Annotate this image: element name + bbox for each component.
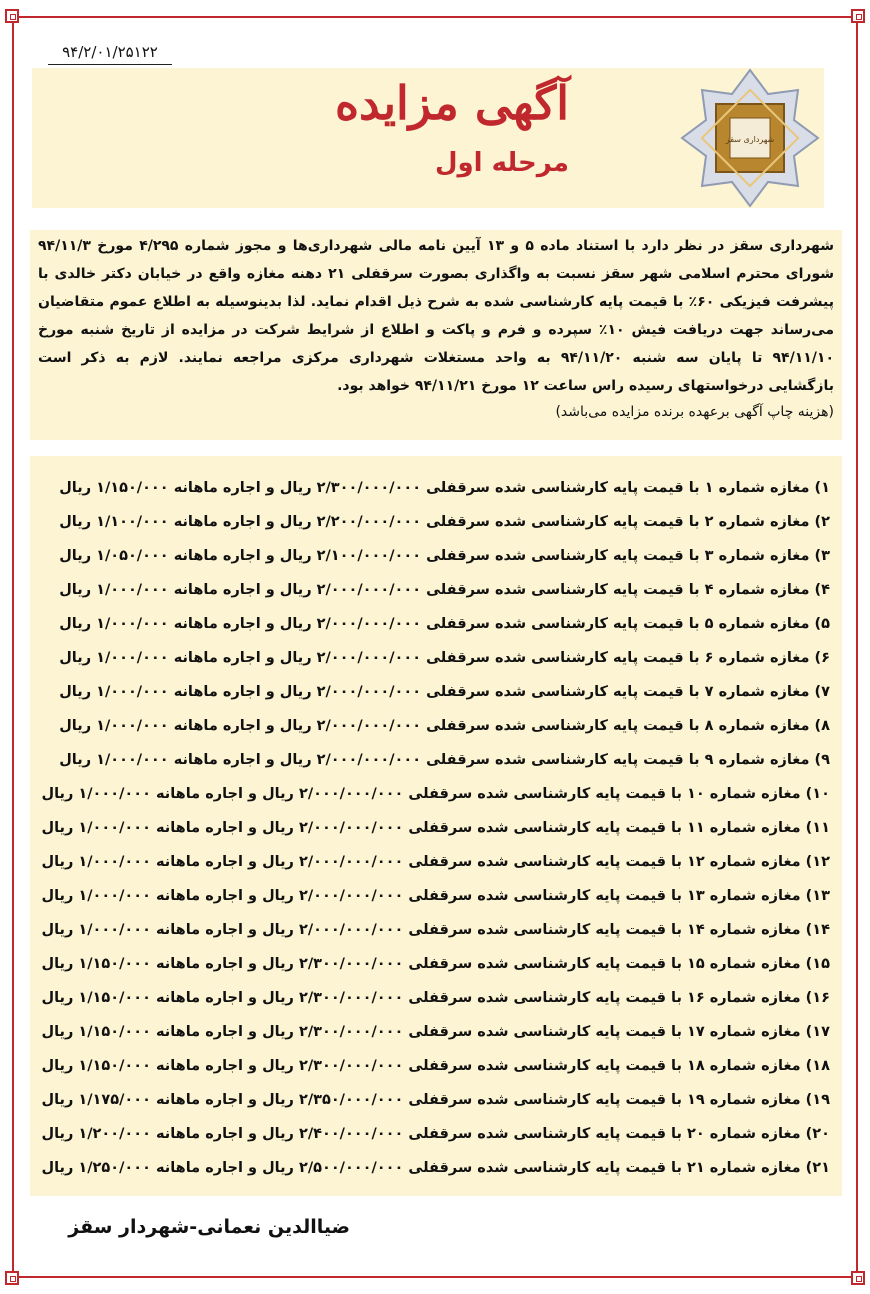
list-item: ۱۹) مغازه شماره ۱۹ با قیمت پایه کارشناسی شده سرقفلی ۲/۳۵۰/۰۰۰/۰۰۰ ریال و اجاره ماهانه ۱/۱۷۵/۰۰۰ ریال [41, 1092, 830, 1108]
list-item: ۱۶) مغازه شماره ۱۶ با قیمت پایه کارشناسی شده سرقفلی ۲/۳۰۰/۰۰۰/۰۰۰ ریال و اجاره ماهانه ۱/۱۵۰/۰۰۰ ریال [41, 990, 830, 1006]
list-item: ۱۵) مغازه شماره ۱۵ با قیمت پایه کارشناسی شده سرقفلی ۲/۳۰۰/۰۰۰/۰۰۰ ریال و اجاره ماهانه ۱/۱۵۰/۰۰۰ ریال [41, 956, 830, 972]
shop-list [30, 456, 842, 1196]
page-subtitle: مرحله اول [434, 148, 570, 178]
list-item: ۳) مغازه شماره ۳ با قیمت پایه کارشناسی شده سرقفلی ۲/۱۰۰/۰۰۰/۰۰۰ ریال و اجاره ماهانه ۱/۰۵۰/۰۰۰ ریال [59, 548, 830, 564]
corner-ornament [851, 9, 865, 23]
list-item: ۱۴) مغازه شماره ۱۴ با قیمت پایه کارشناسی شده سرقفلی ۲/۰۰۰/۰۰۰/۰۰۰ ریال و اجاره ماهانه ۱/۰۰۰/۰۰۰ ریال [41, 922, 830, 938]
list-item: ۲۰) مغازه شماره ۲۰ با قیمت پایه کارشناسی شده سرقفلی ۲/۴۰۰/۰۰۰/۰۰۰ ریال و اجاره ماهانه ۱/۲۰۰/۰۰۰ ریال [41, 1126, 830, 1142]
corner-ornament [851, 1271, 865, 1285]
list-item: ۱۷) مغازه شماره ۱۷ با قیمت پایه کارشناسی شده سرقفلی ۲/۳۰۰/۰۰۰/۰۰۰ ریال و اجاره ماهانه ۱/۱۵۰/۰۰۰ ریال [41, 1024, 830, 1040]
logo-text: شهرداری سقز [725, 135, 775, 144]
list-item: ۱۲) مغازه شماره ۱۲ با قیمت پایه کارشناسی شده سرقفلی ۲/۰۰۰/۰۰۰/۰۰۰ ریال و اجاره ماهانه ۱/۰۰۰/۰۰۰ ریال [41, 854, 830, 870]
list-item: ۱۸) مغازه شماره ۱۸ با قیمت پایه کارشناسی شده سرقفلی ۲/۳۰۰/۰۰۰/۰۰۰ ریال و اجاره ماهانه ۱/۱۵۰/۰۰۰ ریال [41, 1058, 830, 1074]
intro-line: می‌رساند جهت دریافت فیش ۱۰٪ سپرده و فرم و پاکت و اطلاع از شرایط شرکت در مزایده از تاریخ شنبه مورخ [38, 322, 834, 338]
intro-line: شهرداری سقز در نظر دارد با استناد ماده ۵ و ۱۳ آیین نامه مالی شهرداری‌ها و مجوز شماره ۴/۲۹۵ مورخ ۹۴/۱۱/۳ [38, 238, 835, 254]
list-item: ۴) مغازه شماره ۴ با قیمت پایه کارشناسی شده سرقفلی ۲/۰۰۰/۰۰۰/۰۰۰ ریال و اجاره ماهانه ۱/۰۰۰/۰۰۰ ریال [59, 582, 830, 598]
reference-number: ۹۴/۲/۰۱/۲۵۱۲۲ [48, 40, 172, 65]
intro-line: شورای محترم اسلامی شهر سقز نسبت به واگذاری بصورت سرقفلی ۲۱ دهنه مغازه واقع در خیابان دکتر خالدی با [38, 266, 834, 282]
list-item: ۱۰) مغازه شماره ۱۰ با قیمت پایه کارشناسی شده سرقفلی ۲/۰۰۰/۰۰۰/۰۰۰ ریال و اجاره ماهانه ۱/۰۰۰/۰۰۰ ریال [41, 786, 830, 802]
list-item: ۲۱) مغازه شماره ۲۱ با قیمت پایه کارشناسی شده سرقفلی ۲/۵۰۰/۰۰۰/۰۰۰ ریال و اجاره ماهانه ۱/۲۵۰/۰۰۰ ریال [41, 1160, 830, 1176]
list-item: ۱۳) مغازه شماره ۱۳ با قیمت پایه کارشناسی شده سرقفلی ۲/۰۰۰/۰۰۰/۰۰۰ ریال و اجاره ماهانه ۱/۰۰۰/۰۰۰ ریال [41, 888, 830, 904]
intro-line: پیشرفت فیزیکی ۶۰٪ با قیمت پایه کارشناسی شده به شرح ذیل اقدام نماید. لذا بدینوسیله به اطلاع عموم متقاضیان [38, 294, 834, 310]
list-item: ۵) مغازه شماره ۵ با قیمت پایه کارشناسی شده سرقفلی ۲/۰۰۰/۰۰۰/۰۰۰ ریال و اجاره ماهانه ۱/۰۰۰/۰۰۰ ریال [59, 616, 830, 632]
list-item: ۱۱) مغازه شماره ۱۱ با قیمت پایه کارشناسی شده سرقفلی ۲/۰۰۰/۰۰۰/۰۰۰ ریال و اجاره ماهانه ۱/۰۰۰/۰۰۰ ریال [41, 820, 830, 836]
list-item: ۱) مغازه شماره ۱ با قیمت پایه کارشناسی شده سرقفلی ۲/۳۰۰/۰۰۰/۰۰۰ ریال و اجاره ماهانه ۱/۱۵۰/۰۰۰ ریال [59, 480, 830, 496]
municipality-logo [680, 68, 820, 208]
intro-note: (هزینه چاپ آگهی برعهده برنده مزایده می‌باشد) [555, 404, 834, 420]
corner-ornament [5, 1271, 19, 1285]
signature: ضیاالدین نعمانی-شهردار سقز [68, 1216, 350, 1238]
corner-ornament [5, 9, 19, 23]
list-item: ۶) مغازه شماره ۶ با قیمت پایه کارشناسی شده سرقفلی ۲/۰۰۰/۰۰۰/۰۰۰ ریال و اجاره ماهانه ۱/۰۰۰/۰۰۰ ریال [59, 650, 830, 666]
page-title: آگهی مزایده [334, 76, 570, 130]
list-item: ۲) مغازه شماره ۲ با قیمت پایه کارشناسی شده سرقفلی ۲/۲۰۰/۰۰۰/۰۰۰ ریال و اجاره ماهانه ۱/۱۰۰/۰۰۰ ریال [59, 514, 830, 530]
intro-line: ۹۴/۱۱/۱۰ تا پایان سه شنبه ۹۴/۱۱/۲۰ به واحد مستغلات شهرداری مرکزی مراجعه نمایند. لازم به ذکر است [38, 350, 834, 366]
list-item: ۹) مغازه شماره ۹ با قیمت پایه کارشناسی شده سرقفلی ۲/۰۰۰/۰۰۰/۰۰۰ ریال و اجاره ماهانه ۱/۰۰۰/۰۰۰ ریال [59, 752, 830, 768]
list-item: ۷) مغازه شماره ۷ با قیمت پایه کارشناسی شده سرقفلی ۲/۰۰۰/۰۰۰/۰۰۰ ریال و اجاره ماهانه ۱/۰۰۰/۰۰۰ ریال [59, 684, 830, 700]
header-panel [32, 68, 824, 208]
intro-line: بازگشایی درخواستهای رسیده راس ساعت ۱۲ مورخ ۹۴/۱۱/۲۱ خواهد بود. [337, 378, 834, 394]
intro-panel [30, 230, 842, 440]
list-item: ۸) مغازه شماره ۸ با قیمت پایه کارشناسی شده سرقفلی ۲/۰۰۰/۰۰۰/۰۰۰ ریال و اجاره ماهانه ۱/۰۰۰/۰۰۰ ریال [59, 718, 830, 734]
